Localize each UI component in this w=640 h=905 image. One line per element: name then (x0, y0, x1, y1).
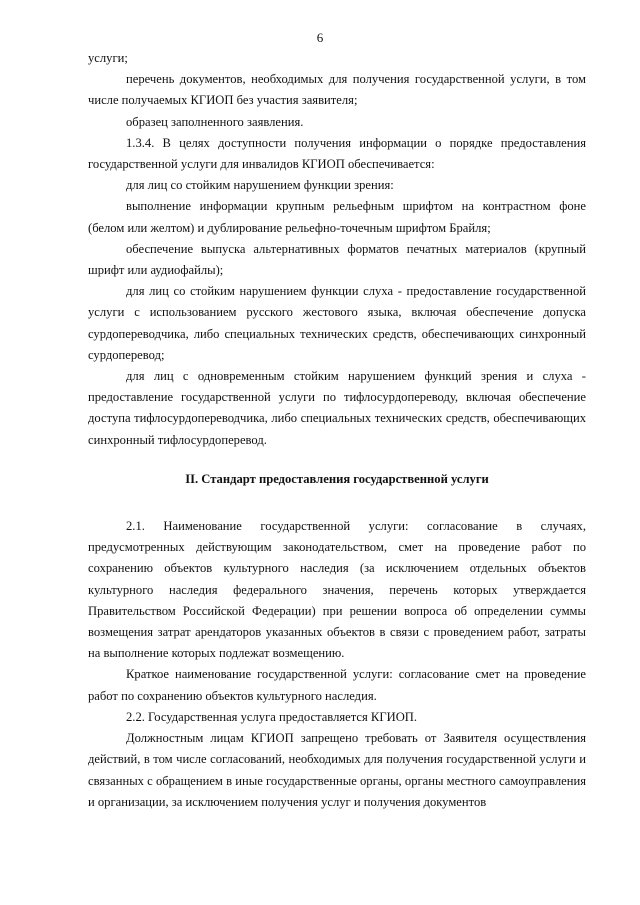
spacer (88, 508, 586, 516)
paragraph-vision-impairment: для лиц со стойким нарушением функции зрения: (126, 178, 394, 193)
paragraph-alt-formats: обеспечение выпуска альтернативных форматов печатных материалов (крупный шрифт или аудиофайлы); (88, 241, 586, 278)
paragraph-braille: выполнение информации крупным рельефным шрифтом на контрастном фоне (белом или желтом) и дублирование рельефно-точечным шрифтом Брайля; (88, 199, 586, 235)
paragraph-2-1: 2.1. Наименование государственной услуги: согласование в случаях, предусмотренных действующим законодательством, смет на проведение работ по сохранению объектов культурного наследия (за исключением отдельных объектов культурного наследия федерального значения, перечень которых утверждается Правительством Российской Федерации) при решении вопроса об определении суммы возмещения затрат арендаторов указанных объектов в связи с проведением работ, затраты на выполнение которых подлежат возмещению. (88, 519, 586, 661)
paragraph-prohibition: Должностным лицам КГИОП запрещено требовать от Заявителя осуществления действий, в том числе согласований, необходимых для получения государственной услуги и связанных с обращением в иные государственные органы, органы местного самоуправления и организации, за исключением получения услуг и получения документов (88, 731, 586, 809)
paragraph-2-2: 2.2. Государственная услуга предоставляется КГИОП. (126, 709, 418, 724)
paragraph-document-list: перечень документов, необходимых для получения государственной услуги, в том числе получаемых КГИОП без участия заявителя; (88, 72, 586, 108)
document-body (88, 48, 586, 813)
section-heading: II. Стандарт предоставления государственной услуги (185, 471, 489, 486)
page-number: 6 (316, 30, 324, 45)
paragraph-short-name: Краткое наименование государственной услуги: согласование смет на проведение работ по сохранению объектов культурного наследия. (88, 667, 586, 703)
paragraph-hearing-impairment: для лиц со стойким нарушением функции слуха - предоставление государственной услуги с использованием русского жестового языка, включая обеспечение допуска сурдопереводчика, либо специальных технических средств, обеспечивающих синхронный сурдоперевод; (88, 284, 586, 362)
paragraph-deafblind: для лиц с одновременным стойким нарушением функций зрения и слуха - предоставление государственной услуги по тифлосурдопереводу, включая обеспечение доступа тифлосурдопереводчика, либо специальных технических средств, обеспечивающих синхронный тифлосурдоперевод. (88, 369, 586, 447)
paragraph-sample-application: образец заполненного заявления. (126, 114, 304, 129)
paragraph-services-end: услуги; (88, 51, 128, 65)
paragraph-1-3-4: 1.3.4. В целях доступности получения информации о порядке предоставления государственной услуги для инвалидов КГИОП обеспечивается: (88, 135, 586, 172)
